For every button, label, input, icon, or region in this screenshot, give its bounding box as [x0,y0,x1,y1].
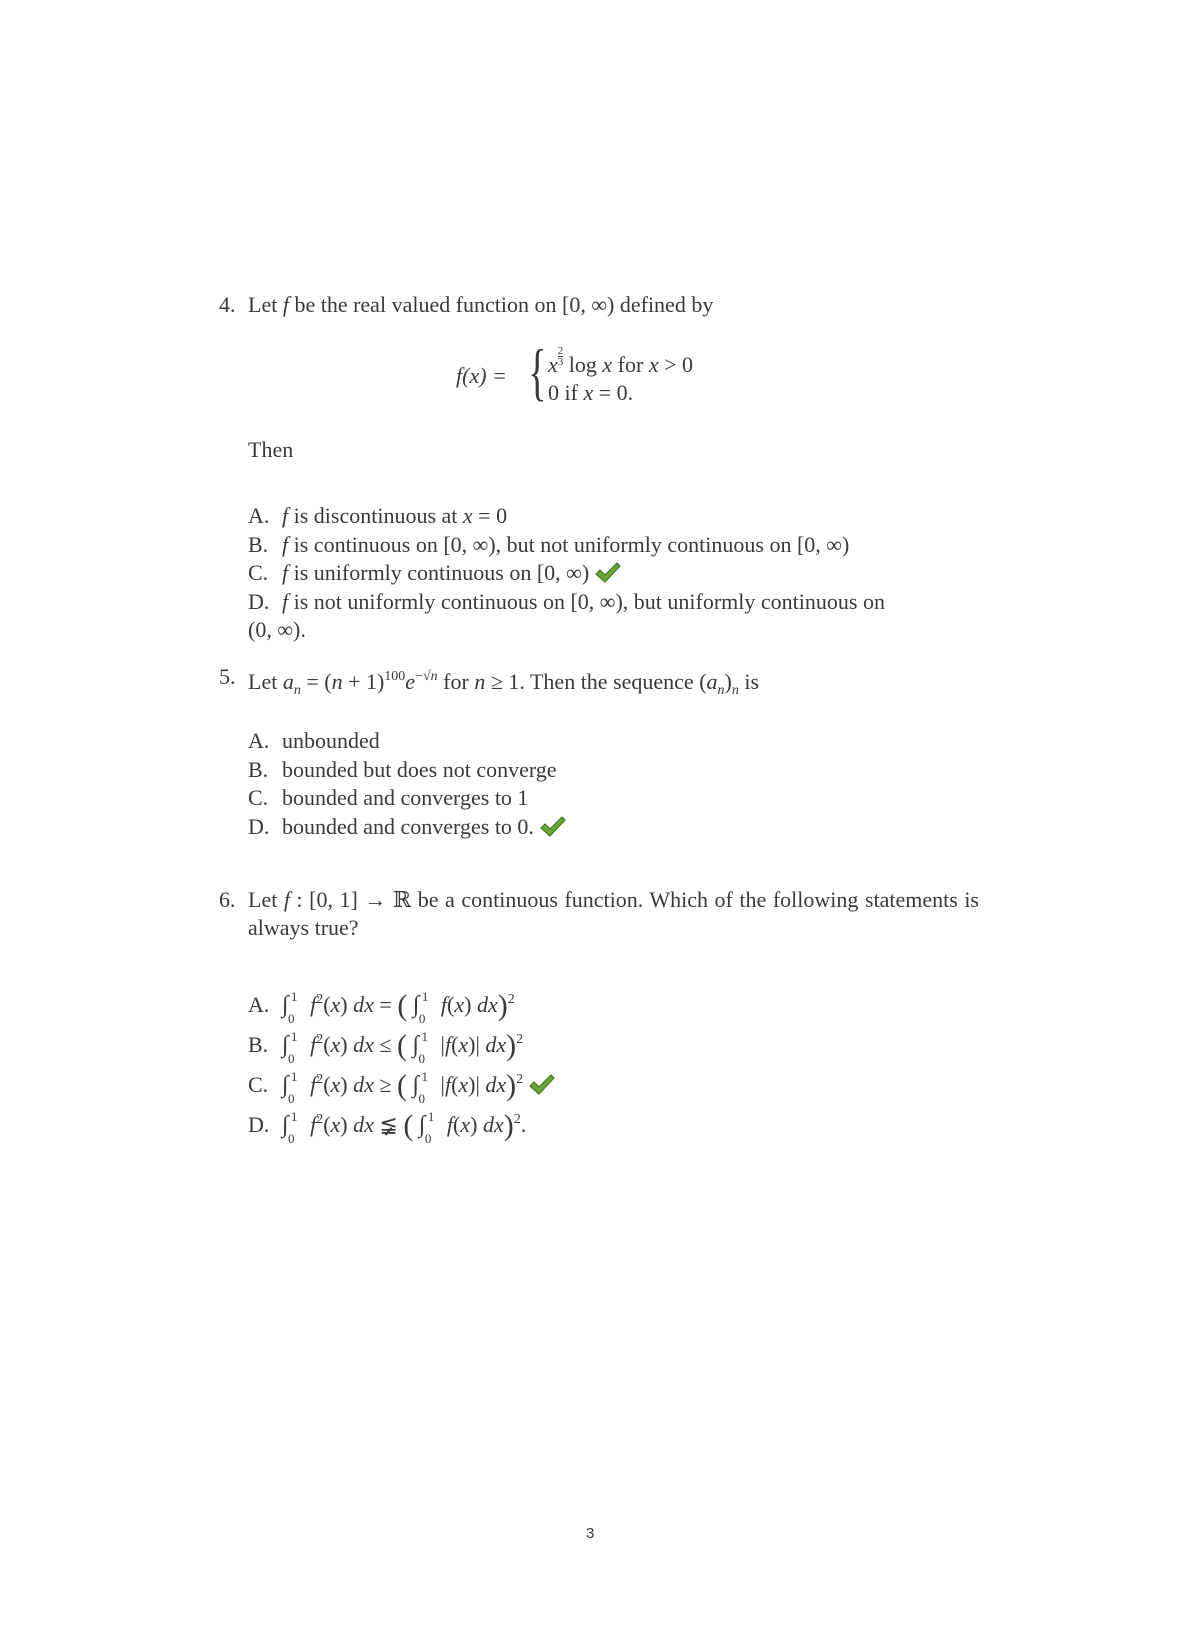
check-icon [595,562,621,584]
question-stem: Let f be the real valued function on [0, ∞) defined by [248,292,714,317]
option-b: B. ∫ 1 0 $f^2(x)$ dx ≤ ( ∫ 1 0 |f(x)| dx)$^2$ [248,1029,524,1066]
option-d: D. f is not uniformly continuous on [0, ∞), but uniformly continuous on [248,588,885,614]
option-d: D. bounded and converges to 0. [248,813,988,842]
case-2: 0 if x = 0. [548,380,634,405]
option-a: A. ∫ 1 0 $f^2(x)$ dx = ( ∫ 1 0 f(x) dx)$^2$ [248,989,515,1026]
option-a: A. unbounded [248,728,380,753]
question-number: 5. [219,664,236,689]
option-d: D. ∫ 1 0 $f^2(x)$ dx ≨ ( ∫ 1 0 f(x) dx)$^2$. [248,1109,527,1146]
q5-options [248,727,988,841]
question-5 [219,663,979,705]
function-lhs: f(x) = [456,363,507,388]
option-b: B. bounded but does not converge [248,756,557,782]
option-c: C. ∫ 1 0 $f^2(x)$ dx ≥ ( ∫ 1 0 |f(x)| dx)$^2$ [248,1063,988,1103]
q4-options [248,502,988,645]
option-b: B. f is continuous on [0, ∞), but not uniformly continuous on [0, ∞) [248,531,850,557]
option-a: A. f is discontinuous at x = 0 [248,503,508,528]
page-number: 3 [586,1525,595,1542]
check-icon [529,1074,555,1096]
question-6 [219,886,979,942]
option-d-continued: (0, ∞). [248,617,306,642]
option-c: C. f is uniformly continuous on [0, ∞) [248,559,988,588]
question-stem: Let $a_n = (n + 1)^{100}e^{-√n}$ for n ≥ 1. Then the sequence $(a_n)_n$ is [248,669,760,698]
q6-options [248,983,988,1146]
question-number: 6. [219,887,236,912]
question-number: 4. [219,292,236,317]
question-4 [219,291,979,319]
case-1: x $\frac{2}{3}$ log x for x > 0 [548,345,693,377]
brace-icon: { [528,336,547,407]
option-c: C. bounded and converges to 1 [248,785,529,810]
question-stem: Let f : [0, 1] → ℝ be a continuous function. Which of the following statements is always true? [248,887,979,940]
then-label: Then [248,437,294,462]
check-icon [540,816,566,838]
piecewise-definition [456,336,776,410]
